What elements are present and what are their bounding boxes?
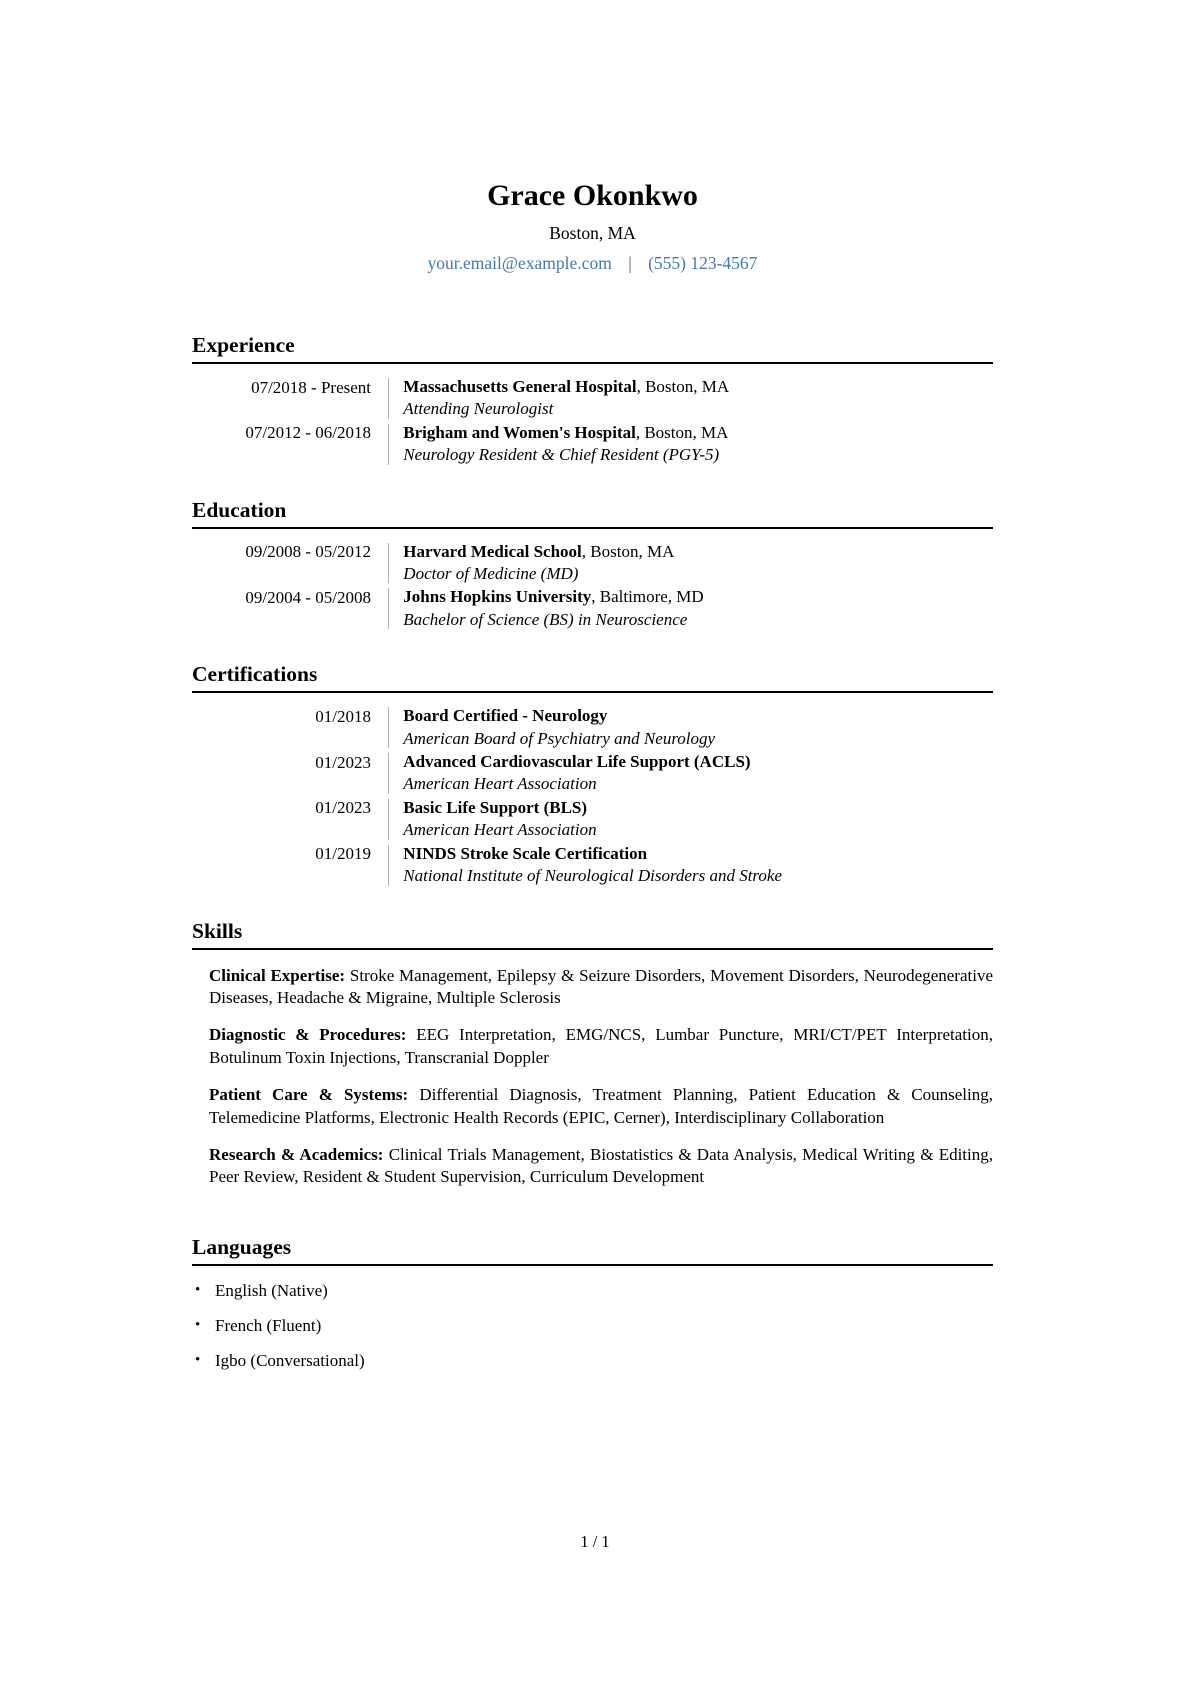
entry-body bbox=[403, 797, 993, 842]
entry-divider bbox=[388, 753, 389, 794]
entry-title-line bbox=[403, 705, 993, 727]
contact-separator: | bbox=[628, 253, 632, 273]
entry-divider bbox=[388, 543, 389, 584]
skill-group-label: Clinical Expertise: bbox=[209, 965, 346, 985]
entry-body bbox=[403, 586, 993, 631]
entry-body bbox=[403, 422, 993, 467]
language-list bbox=[192, 1280, 993, 1372]
language-item: • Igbo (Conversational) bbox=[192, 1350, 993, 1372]
entry-org: Johns Hopkins University bbox=[403, 587, 592, 607]
section-rule bbox=[192, 948, 993, 950]
entry-degree: Doctor of Medicine (MD) bbox=[403, 564, 579, 584]
entry-date: 07/2012 - 06/2018 bbox=[245, 423, 371, 443]
section-certifications bbox=[192, 661, 993, 887]
entry-org: Brigham and Women's Hospital bbox=[403, 422, 636, 442]
section-education bbox=[192, 497, 993, 632]
section-skills bbox=[192, 918, 993, 1189]
entry-date: 07/2018 - Present bbox=[251, 377, 371, 397]
entry-body bbox=[403, 705, 993, 750]
skill-group-text: Stroke Management, Epilepsy & Seizure Disorders, Movement Disorders, Neurodegenerative Diseases, Headache & Migraine, Multiple Sclerosis bbox=[209, 965, 993, 1007]
entry-date: 09/2004 - 05/2008 bbox=[245, 587, 371, 607]
entry-org: Harvard Medical School bbox=[403, 541, 582, 561]
entry-divider bbox=[388, 799, 389, 840]
certification-issuer: American Board of Psychiatry and Neurology bbox=[403, 728, 716, 748]
certification-name: NINDS Stroke Scale Certification bbox=[403, 843, 648, 863]
skill-group bbox=[192, 965, 993, 1010]
entry-title-line bbox=[403, 797, 993, 819]
entry-role: Attending Neurologist bbox=[403, 399, 554, 419]
skill-group bbox=[192, 1144, 993, 1189]
education-entry bbox=[192, 541, 993, 586]
entry-title-line bbox=[403, 376, 993, 398]
certification-issuer: American Heart Association bbox=[403, 820, 597, 840]
section-rule bbox=[192, 527, 993, 529]
skill-group-label: Diagnostic & Procedures: bbox=[209, 1025, 407, 1045]
section-title-languages: Languages bbox=[192, 1234, 292, 1259]
resume-header bbox=[192, 178, 993, 274]
section-rule bbox=[192, 1264, 993, 1266]
entry-divider bbox=[388, 424, 389, 465]
skill-group-label: Patient Care & Systems: bbox=[209, 1085, 409, 1105]
entry-title-line bbox=[403, 751, 993, 773]
entry-org: Massachusetts General Hospital bbox=[403, 377, 637, 396]
entry-role: Neurology Resident & Chief Resident (PGY-5) bbox=[403, 445, 720, 465]
skill-group-text: Clinical Trials Management, Biostatistics & Data Analysis, Medical Writing & Editing, Peer Review, Resident & Student Supervision, Curriculum Development bbox=[209, 1144, 994, 1187]
certification-name: Advanced Cardiovascular Life Support (ACLS) bbox=[403, 752, 751, 772]
education-entries bbox=[192, 541, 993, 632]
entry-divider bbox=[388, 707, 389, 748]
skill-group-text: Differential Diagnosis, Treatment Planning, Patient Education & Counseling, Telemedicine Platforms, Electronic Health Records (EPIC, Cerner), Interdisciplinary Collaboration bbox=[209, 1085, 993, 1127]
entry-org-location: , Boston, MA bbox=[635, 422, 729, 442]
certification-entry bbox=[192, 705, 993, 750]
entry-divider bbox=[388, 588, 389, 629]
skill-group-text: EEG Interpretation, EMG/NCS, Lumbar Puncture, MRI/CT/PET Interpretation, Botulinum Toxin Injections, Transcranial Doppler bbox=[209, 1025, 994, 1067]
section-title-skills: Skills bbox=[192, 918, 243, 943]
resume-content bbox=[192, 0, 993, 1385]
certification-entry bbox=[192, 751, 993, 796]
entry-body bbox=[403, 541, 993, 586]
section-title-experience: Experience bbox=[192, 333, 295, 357]
entry-date: 01/2018 bbox=[315, 706, 371, 726]
entry-date: 01/2023 bbox=[315, 798, 371, 818]
entry-divider bbox=[388, 378, 389, 419]
certification-entry bbox=[192, 843, 993, 888]
phone-link[interactable]: (555) 123-4567 bbox=[648, 253, 758, 273]
email-link[interactable]: your.email@example.com bbox=[427, 253, 612, 273]
section-experience bbox=[192, 332, 993, 467]
entry-title-line bbox=[403, 541, 993, 563]
section-languages bbox=[192, 1234, 993, 1372]
skill-group bbox=[192, 1024, 993, 1069]
language-item: • English (Native) bbox=[192, 1280, 993, 1302]
entry-date: 01/2019 bbox=[315, 844, 371, 864]
location: Boston, MA bbox=[549, 223, 636, 243]
entry-org-location: , Boston, MA bbox=[581, 541, 675, 561]
certification-entry bbox=[192, 797, 993, 842]
skill-group-label: Research & Academics: bbox=[209, 1144, 384, 1164]
education-entry bbox=[192, 586, 993, 631]
contact-line bbox=[192, 252, 993, 274]
certification-name: Basic Life Support (BLS) bbox=[403, 797, 588, 817]
section-title-certifications: Certifications bbox=[192, 662, 318, 687]
entry-org-location: , Baltimore, MD bbox=[591, 587, 704, 607]
certification-name: Board Certified - Neurology bbox=[403, 706, 608, 726]
certification-entries bbox=[192, 705, 993, 887]
entry-date: 09/2008 - 05/2012 bbox=[245, 542, 371, 562]
entry-body bbox=[403, 376, 993, 421]
experience-entry bbox=[192, 376, 993, 421]
person-name: Grace Okonkwo bbox=[487, 179, 698, 212]
section-rule bbox=[192, 691, 993, 693]
skill-group bbox=[192, 1084, 993, 1129]
entry-date: 01/2023 bbox=[315, 752, 371, 772]
experience-entries bbox=[192, 376, 993, 467]
section-title-education: Education bbox=[192, 497, 287, 522]
entry-divider bbox=[388, 845, 389, 886]
entry-body bbox=[403, 751, 993, 796]
entry-body bbox=[403, 843, 993, 888]
experience-entry bbox=[192, 422, 993, 467]
entry-org-location: , Boston, MA bbox=[636, 377, 730, 396]
language-item: • French (Fluent) bbox=[192, 1315, 993, 1337]
section-rule bbox=[192, 362, 993, 364]
entry-title-line bbox=[403, 843, 993, 865]
certification-issuer: National Institute of Neurological Disorders and Stroke bbox=[403, 866, 783, 886]
entry-title-line bbox=[403, 586, 993, 608]
page-indicator: 1 / 1 bbox=[580, 1532, 610, 1551]
certification-issuer: American Heart Association bbox=[403, 774, 597, 794]
entry-title-line bbox=[403, 422, 993, 444]
entry-degree: Bachelor of Science (BS) in Neuroscience bbox=[403, 609, 688, 629]
